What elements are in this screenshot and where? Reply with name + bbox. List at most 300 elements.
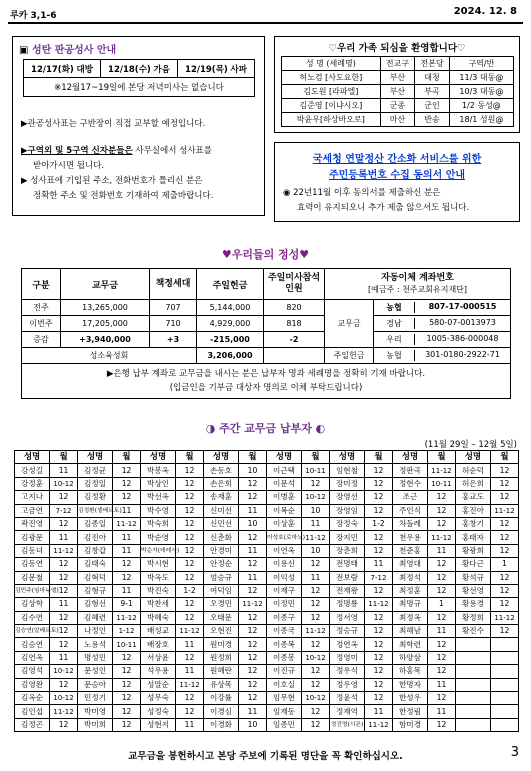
member-months: 7-12 bbox=[365, 571, 393, 584]
confession-p2-cont: 받아가시면 됩니다. bbox=[33, 161, 105, 171]
member-name: 정우영 bbox=[329, 678, 364, 691]
member-months: 12 bbox=[365, 477, 393, 490]
member-months: 12 bbox=[50, 558, 78, 571]
member-name: 김승연 bbox=[15, 638, 50, 651]
member-months: 11 bbox=[239, 544, 267, 557]
welcome-cell: 부산 bbox=[380, 85, 415, 99]
member-name: 김동녀 bbox=[15, 544, 50, 557]
member-months: 12 bbox=[491, 477, 519, 490]
member-months: 10 bbox=[239, 718, 267, 731]
member-row bbox=[15, 705, 519, 718]
welcome-cell: 대청 bbox=[415, 71, 450, 85]
member-name: 이종구 bbox=[266, 611, 301, 624]
member-name: 박미희 bbox=[77, 718, 112, 731]
member-name: 김옥순 bbox=[15, 692, 50, 705]
welcome-cell: 부산 bbox=[380, 71, 415, 85]
member-name bbox=[455, 705, 490, 718]
member-months: 12 bbox=[365, 544, 393, 557]
contrib-row-last-week bbox=[22, 300, 511, 316]
members-col-month: 월 bbox=[302, 451, 330, 464]
member-row bbox=[15, 611, 519, 624]
account-bank: 우리 bbox=[374, 334, 415, 345]
contrib-col-type: 구분 bbox=[22, 269, 61, 300]
tax-p2: 효력이 유지되오니 추가 제출 않으셔도 됩니다. bbox=[297, 203, 470, 213]
member-months: 12 bbox=[302, 584, 330, 597]
member-name: 이종국 bbox=[266, 625, 301, 638]
member-months: 11-12 bbox=[176, 625, 204, 638]
contrib-value: 820 bbox=[264, 300, 325, 316]
member-name: 홍진아 bbox=[455, 504, 490, 517]
confession-title bbox=[19, 41, 116, 56]
member-name: 안정순 bbox=[203, 558, 238, 571]
member-months bbox=[491, 692, 519, 705]
welcome-row bbox=[282, 71, 514, 85]
members-col-month: 월 bbox=[176, 451, 204, 464]
welcome-cell: 김준영 [이냐시오] bbox=[282, 99, 381, 113]
member-name: 홍교도 bbox=[455, 491, 490, 504]
no-evening-mass-notice: ※12월17~19일에 본당 저녁미사는 없습니다 bbox=[24, 78, 255, 97]
member-months: 10-12 bbox=[302, 491, 330, 504]
member-months: 12 bbox=[428, 718, 456, 731]
member-months: 11 bbox=[302, 517, 330, 530]
member-months: 12 bbox=[113, 477, 141, 490]
member-months: 12 bbox=[113, 705, 141, 718]
member-months: 12 bbox=[365, 611, 393, 624]
member-name: 주인식 bbox=[392, 504, 427, 517]
member-row bbox=[15, 558, 519, 571]
member-months: 11 bbox=[113, 584, 141, 597]
member-name: 임무현 bbox=[266, 692, 301, 705]
member-name: 최정석 bbox=[392, 571, 427, 584]
member-name: 김승연(알베르토) bbox=[15, 625, 50, 638]
member-months: 1 bbox=[428, 598, 456, 611]
member-months: 11 bbox=[428, 678, 456, 691]
member-name: 유상목 bbox=[203, 678, 238, 691]
member-months: 11 bbox=[365, 558, 393, 571]
contrib-col-households: 책정세대 bbox=[150, 269, 197, 300]
member-name: 장지민 bbox=[329, 531, 364, 544]
welcome-cell: 18/1 성원@ bbox=[449, 113, 513, 127]
welcome-cell: 군종 bbox=[380, 99, 415, 113]
member-name: 정우식 bbox=[329, 665, 364, 678]
member-name: 황정희 bbox=[455, 611, 490, 624]
member-row bbox=[15, 718, 519, 731]
member-months: 12 bbox=[50, 625, 78, 638]
member-months: 11 bbox=[365, 705, 393, 718]
contrib-col-attendance: 주일미사참석인원 bbox=[264, 269, 325, 300]
member-name: 박찬세 bbox=[140, 598, 175, 611]
member-months: 12 bbox=[239, 531, 267, 544]
members-col-month: 월 bbox=[50, 451, 78, 464]
member-name: 김혜련 bbox=[77, 611, 112, 624]
welcome-col-district: 구역/반 bbox=[449, 57, 513, 71]
contrib-value: +3,940,000 bbox=[61, 332, 150, 348]
welcome-cell: 11/3 대동@ bbox=[449, 71, 513, 85]
confession-notice-box bbox=[12, 36, 265, 216]
member-name: 오경민 bbox=[203, 598, 238, 611]
member-months bbox=[491, 638, 519, 651]
account-bank: 농협 bbox=[374, 302, 415, 313]
member-months: 12 bbox=[428, 611, 456, 624]
member-name: 김인섭 bbox=[15, 705, 50, 718]
member-name: 김민주(임마누엘) bbox=[15, 584, 50, 597]
member-name: 임현철 bbox=[329, 464, 364, 477]
contrib-value: 17,205,000 bbox=[61, 316, 150, 332]
member-months: 12 bbox=[50, 718, 78, 731]
members-col-month: 월 bbox=[113, 451, 141, 464]
member-name: 석우용 bbox=[140, 665, 175, 678]
member-name: 최정옥 bbox=[392, 611, 427, 624]
square-bullet-icon: ▣ bbox=[19, 45, 29, 56]
member-name: 황선영 bbox=[455, 584, 490, 597]
member-name: 천우용 bbox=[392, 531, 427, 544]
member-months: 12 bbox=[113, 571, 141, 584]
members-title: ◑ 주간 교무금 납부자 ◐ bbox=[205, 422, 326, 435]
member-name: 김연옥 bbox=[15, 651, 50, 664]
member-months: 11-12 bbox=[50, 705, 78, 718]
account-number: 301-0180-2922-71 bbox=[425, 350, 500, 359]
account-number: 807-17-000515 bbox=[428, 302, 497, 311]
contrib-row-building bbox=[22, 348, 511, 364]
member-months: 11-12 bbox=[239, 598, 267, 611]
member-name: 조근 bbox=[392, 491, 427, 504]
member-name: 김영완 bbox=[15, 678, 50, 691]
member-months: 11-12 bbox=[491, 504, 519, 517]
member-months: 12 bbox=[491, 464, 519, 477]
member-months: 12 bbox=[239, 651, 267, 664]
member-name: 손은희 bbox=[203, 477, 238, 490]
schedule-day-1: 12/17(화) 대방 bbox=[24, 60, 101, 78]
member-months: 12 bbox=[302, 477, 330, 490]
member-months: 12 bbox=[176, 692, 204, 705]
member-months: 12 bbox=[428, 584, 456, 597]
tax-consent-box bbox=[274, 142, 520, 222]
member-name: 신춘화 bbox=[203, 531, 238, 544]
member-months: 11 bbox=[176, 665, 204, 678]
confession-schedule-table bbox=[23, 59, 255, 97]
member-name: 장영임 bbox=[329, 504, 364, 517]
member-name: 정승규 bbox=[329, 625, 364, 638]
member-months: 11 bbox=[50, 598, 78, 611]
member-months: 11-12 bbox=[50, 544, 78, 557]
member-name: 이강률 bbox=[203, 692, 238, 705]
contrib-value: 4,929,000 bbox=[197, 316, 264, 332]
member-months: 10 bbox=[302, 544, 330, 557]
member-months: 10-12 bbox=[302, 651, 330, 664]
member-months: 12 bbox=[239, 491, 267, 504]
contrib-label: 증감 bbox=[22, 332, 61, 348]
member-name: 황다근 bbox=[455, 558, 490, 571]
member-months: 12 bbox=[365, 638, 393, 651]
member-name: 허은희 bbox=[455, 477, 490, 490]
member-months: 12 bbox=[50, 491, 78, 504]
member-name: 천준홍 bbox=[392, 544, 427, 557]
member-months: 12 bbox=[302, 611, 330, 624]
schedule-day-2: 12/18(수) 가음 bbox=[101, 60, 178, 78]
member-months: 10-12 bbox=[50, 665, 78, 678]
member-name: 이재구 bbox=[266, 584, 301, 597]
member-months: 11-12 bbox=[365, 718, 393, 731]
member-months: 12 bbox=[365, 584, 393, 597]
tax-p1: ◉ 22년11월 이후 동의서를 제출하신 분은 bbox=[283, 188, 441, 198]
member-name: 배성교 bbox=[140, 625, 175, 638]
member-months: 12 bbox=[491, 517, 519, 530]
member-name: 박옥도 bbox=[140, 571, 175, 584]
members-col-name: 성명 bbox=[15, 451, 50, 464]
member-name: 성말순 bbox=[140, 678, 175, 691]
member-name: 정재억 bbox=[329, 705, 364, 718]
member-name: 고금연 bbox=[15, 504, 50, 517]
member-name: 이상훈 bbox=[266, 517, 301, 530]
member-months: 11 bbox=[50, 651, 78, 664]
member-months: 12 bbox=[239, 678, 267, 691]
member-name: 문승아 bbox=[77, 678, 112, 691]
member-name: 이복순 bbox=[266, 504, 301, 517]
member-months: 12 bbox=[113, 665, 141, 678]
member-name: 전명태 bbox=[329, 558, 364, 571]
member-name: 김진아 bbox=[77, 531, 112, 544]
member-name: 전보람 bbox=[329, 571, 364, 584]
member-months: 12 bbox=[491, 544, 519, 557]
member-months: 12 bbox=[50, 584, 78, 597]
member-months: 11 bbox=[239, 571, 267, 584]
member-months: 12 bbox=[50, 517, 78, 530]
member-name: 김정균 bbox=[77, 464, 112, 477]
members-col-month: 월 bbox=[365, 451, 393, 464]
confession-p2-emphasis: ▶구역외 및 5구역 신자분들은 bbox=[21, 146, 133, 156]
member-months: 10 bbox=[239, 464, 267, 477]
member-months: 12 bbox=[365, 678, 393, 691]
member-name: 전재왕 bbox=[329, 584, 364, 597]
member-months: 12 bbox=[50, 678, 78, 691]
member-months: 12 bbox=[491, 625, 519, 638]
welcome-cell: 박윤우[하상바오로] bbox=[282, 113, 381, 127]
welcome-col-name: 성 명 (세례명) bbox=[282, 57, 381, 71]
member-months: 12 bbox=[491, 571, 519, 584]
members-header-row bbox=[15, 451, 519, 464]
account-row bbox=[374, 332, 511, 348]
member-row bbox=[15, 531, 519, 544]
member-months: 12 bbox=[239, 692, 267, 705]
member-months bbox=[491, 665, 519, 678]
members-col-month: 월 bbox=[428, 451, 456, 464]
welcome-row bbox=[282, 113, 514, 127]
member-months: 11 bbox=[50, 464, 78, 477]
member-months bbox=[491, 705, 519, 718]
member-months: 12 bbox=[365, 504, 393, 517]
member-name: 강정훈 bbox=[15, 477, 50, 490]
member-months: 12 bbox=[113, 558, 141, 571]
member-name: 박시현 bbox=[140, 558, 175, 571]
member-months: 12 bbox=[428, 665, 456, 678]
member-months: 11-12 bbox=[176, 678, 204, 691]
member-name: 한명자 bbox=[392, 678, 427, 691]
member-name: 김태숙 bbox=[77, 558, 112, 571]
member-name: 박혜숙 bbox=[140, 611, 175, 624]
member-row bbox=[15, 491, 519, 504]
member-name: 이익성 bbox=[266, 571, 301, 584]
member-months: 12 bbox=[113, 692, 141, 705]
member-months: 12 bbox=[176, 491, 204, 504]
member-name: 이종복 bbox=[266, 638, 301, 651]
header-divider bbox=[8, 22, 523, 24]
contrib-value: +3 bbox=[150, 332, 197, 348]
member-row bbox=[15, 517, 519, 530]
member-name: 박순자(데레사) bbox=[140, 544, 175, 557]
member-name: 박순영 bbox=[140, 531, 175, 544]
contrib-value: 13,265,000 bbox=[61, 300, 150, 316]
contrib-label: 전주 bbox=[22, 300, 61, 316]
member-months: 11-12 bbox=[491, 611, 519, 624]
member-months: 11-12 bbox=[428, 464, 456, 477]
member-months: 11 bbox=[302, 571, 330, 584]
member-months: 12 bbox=[428, 504, 456, 517]
member-name: 김창갑 bbox=[77, 544, 112, 557]
member-row bbox=[15, 665, 519, 678]
member-name: 여덕임 bbox=[203, 584, 238, 597]
member-months: 11 bbox=[176, 718, 204, 731]
member-months: 11 bbox=[239, 504, 267, 517]
member-name: 장영선 bbox=[329, 491, 364, 504]
member-months: 11-12 bbox=[302, 625, 330, 638]
member-name: 신민선 bbox=[203, 517, 238, 530]
member-row bbox=[15, 692, 519, 705]
member-name: 이문석 bbox=[266, 477, 301, 490]
member-name: 하홍목 bbox=[392, 665, 427, 678]
member-name: 김정환(셀베르토) bbox=[77, 504, 112, 517]
member-name: 이병훈 bbox=[266, 491, 301, 504]
member-months: 12 bbox=[113, 678, 141, 691]
member-months: 12 bbox=[365, 651, 393, 664]
member-row bbox=[15, 584, 519, 597]
member-name: 이성호(로마노) bbox=[266, 531, 301, 544]
member-name: 성무숙 bbox=[140, 692, 175, 705]
member-name: 황광희 bbox=[455, 544, 490, 557]
welcome-box bbox=[274, 36, 520, 133]
member-months: 12 bbox=[176, 544, 204, 557]
member-months: 12 bbox=[239, 558, 267, 571]
member-name: 홍태자 bbox=[455, 531, 490, 544]
member-name: 이연옥 bbox=[266, 544, 301, 557]
member-name: 성현지 bbox=[140, 718, 175, 731]
member-months: 11 bbox=[113, 544, 141, 557]
member-name: 함미경 bbox=[392, 718, 427, 731]
member-name: 이경화 bbox=[203, 718, 238, 731]
bank-note-line2: (입금인을 기부금 대상자 명의로 이체 부탁드립니다) bbox=[169, 383, 363, 393]
footer-note: 교무금을 봉헌하시고 본당 주보에 기록된 명단을 꼭 확인하십시오. bbox=[128, 751, 403, 762]
member-name: 서상윤 bbox=[140, 651, 175, 664]
member-row bbox=[15, 571, 519, 584]
member-name: 박미영 bbox=[77, 705, 112, 718]
contrib-value: -2 bbox=[264, 332, 325, 348]
member-row bbox=[15, 598, 519, 611]
member-row bbox=[15, 504, 519, 517]
member-months: 12 bbox=[239, 611, 267, 624]
member-name: 정연옥 bbox=[329, 638, 364, 651]
member-name: 박숙희 bbox=[140, 517, 175, 530]
confession-p2 bbox=[21, 144, 212, 159]
member-name: 한성우 bbox=[392, 692, 427, 705]
member-months: 12 bbox=[176, 611, 204, 624]
welcome-row bbox=[282, 99, 514, 113]
member-row bbox=[15, 464, 519, 477]
member-name: 강성길 bbox=[15, 464, 50, 477]
account-row bbox=[374, 348, 511, 364]
member-name: 엄승규 bbox=[203, 571, 238, 584]
contrib-value: 710 bbox=[150, 316, 197, 332]
member-months: 10-11 bbox=[428, 477, 456, 490]
member-months: 12 bbox=[239, 584, 267, 597]
member-name: 성정숙 bbox=[140, 705, 175, 718]
member-months: 12 bbox=[239, 638, 267, 651]
account-bank: 경남 bbox=[374, 318, 415, 329]
member-name: 신미선 bbox=[203, 504, 238, 517]
member-months: 12 bbox=[428, 491, 456, 504]
member-name: 박수영 bbox=[140, 504, 175, 517]
contrib-row-change bbox=[22, 332, 511, 348]
member-months bbox=[491, 678, 519, 691]
member-name: 홍창기 bbox=[455, 517, 490, 530]
page-number: 3 bbox=[510, 745, 519, 760]
members-col-name: 성명 bbox=[140, 451, 175, 464]
confession-p2-rest: 사무실에서 성사표를 bbox=[132, 146, 212, 156]
welcome-cell: 군인 bbox=[415, 99, 450, 113]
member-months: 12 bbox=[239, 477, 267, 490]
gospel-reference: 루카 3,1-6 bbox=[10, 11, 57, 21]
account-bank: 농협 bbox=[374, 350, 415, 361]
member-months: 12 bbox=[365, 491, 393, 504]
schedule-day-3: 12/19(목) 사파 bbox=[178, 60, 255, 78]
member-name: 김영석 bbox=[15, 665, 50, 678]
member-name bbox=[455, 651, 490, 664]
member-name: 정판곡 bbox=[392, 464, 427, 477]
member-months: 12 bbox=[365, 531, 393, 544]
member-name: 김광문 bbox=[15, 531, 50, 544]
member-months: 12 bbox=[239, 625, 267, 638]
member-months: 11 bbox=[113, 531, 141, 544]
member-months: 12 bbox=[302, 598, 330, 611]
member-months: 10-11 bbox=[113, 638, 141, 651]
member-months: 10-12 bbox=[50, 692, 78, 705]
member-months: 12 bbox=[302, 665, 330, 678]
members-period: (11월 29일 – 12월 5일) bbox=[424, 440, 517, 450]
contributions-title: ♥우리들의 정성♥ bbox=[221, 248, 310, 261]
welcome-cell: 허노검 [사도요한] bbox=[282, 71, 381, 85]
member-row bbox=[15, 477, 519, 490]
member-months: 12 bbox=[365, 464, 393, 477]
member-months: 10 bbox=[302, 504, 330, 517]
member-name: 안경미 bbox=[203, 544, 238, 557]
new-members-table bbox=[281, 56, 514, 127]
member-name: 이정민 bbox=[266, 598, 301, 611]
member-months: 11-12 bbox=[428, 531, 456, 544]
member-name: 김정곤 bbox=[15, 718, 50, 731]
member-name: 이근택 bbox=[266, 464, 301, 477]
member-name: 김상학 bbox=[15, 598, 50, 611]
building-fund-value: 3,206,000 bbox=[197, 348, 264, 364]
member-name: 오현진 bbox=[203, 625, 238, 638]
member-name: 김문철 bbox=[15, 571, 50, 584]
member-months: 12 bbox=[113, 718, 141, 731]
member-months: 11 bbox=[428, 544, 456, 557]
member-name: 김혁덕 bbox=[77, 571, 112, 584]
members-table bbox=[14, 450, 519, 732]
member-name: 고지나 bbox=[15, 491, 50, 504]
member-months: 12 bbox=[365, 625, 393, 638]
member-months: 12 bbox=[176, 517, 204, 530]
member-name bbox=[455, 678, 490, 691]
welcome-cell: 김도원 [라파엘] bbox=[282, 85, 381, 99]
